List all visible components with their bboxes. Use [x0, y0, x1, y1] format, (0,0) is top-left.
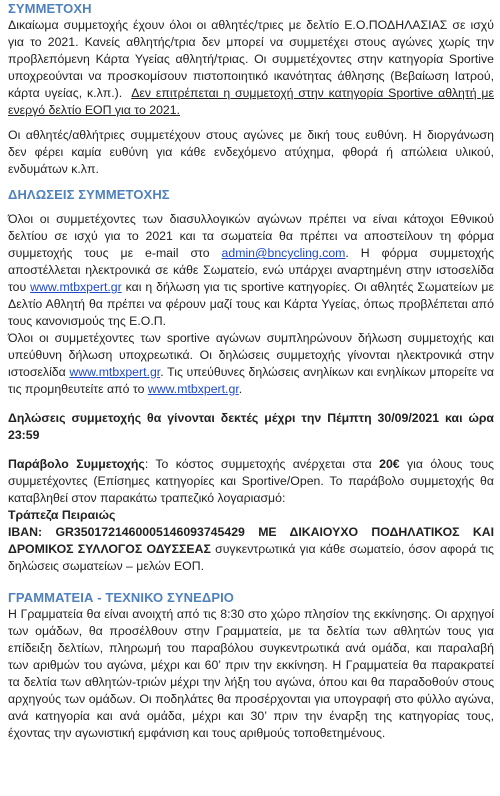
fee-text-b: για όλους τους συμμετέχοντες (Επίσημες κατηγορίες και Sportive/Open. Το παράβολο συμμετοχής θα καταβληθεί στον παρακάτω τραπεζικό λογαριασμό: [8, 457, 494, 505]
participation-paragraph-1 [8, 17, 494, 119]
declarations-paragraph-1 [8, 211, 494, 330]
secretariat-paragraph: Η Γραμματεία θα είναι ανοιχτή από τις 8:30 στο χώρο πλησίον της εκκίνησης. Οι αρχηγοί των ομάδων, θα προσέλθουν στην Γραμματεία, με τα δελτία των αθλητών τους για επίδειξη δελτίων, πληρωμή του παραβόλου συγκεντρωτικά ανά ομάδα, και παραλαβή των αριθμών του αγώνα, μέχρι και 60’ πριν την εκκίνηση. Η Γραμματεία θα παρακρατεί τα δελτία των αθλητών-τριών μέχρι την λήξη του αγώνα, όπου και θα παραδοθούν στους αρχηγούς των ομάδων. Οι ποδηλάτες θα προσέρχονται για υπογραφή στο φύλλο αγώνα, ανά κατηγορία και ανά ομάδα, μέχρι και 30’ πριν την έναρξη της κατηγορίας τους, έχοντας την αγωνιστική εμφάνιση και τους αριθμούς τοποθετημένους. [8, 607, 494, 740]
iban-value: IBAN: GR3501721460005146093745429 ΜΕ ΔΙΚΑΙΟΥΧΟ ΠΟΔΗΛΑΤΙΚΟΣ ΚΑΙ ΔΡΟΜΙΚΟΣ ΣΥΛΛΟΓΟΣ ΟΔΥΣΣΕΑΣ [8, 525, 494, 556]
fee-label: Παράβολο Συμμετοχής [8, 457, 145, 471]
participation-paragraph-2: Οι αθλητές/αθλήτριες συμμετέχουν στους αγώνες με δική τους ευθύνη. Η διοργάνωση δεν φέρει καμία ευθύνη για κάθε ενδεχόμενο ατύχημα, φθορά ή απώλεια υλικού, ενδυμάτων κ.λπ. [8, 128, 494, 176]
declarations-deadline: Δηλώσεις συμμετοχής θα γίνονται δεκτές μέχρι την Πέμπτη 30/09/2021 και ώρα 23:59 [8, 411, 494, 442]
declarations-text-e: . Τις υπεύθυνες δηλώσεις ανηλίκων και ενηλίκων μπορείτε να τις προμηθευτείτε από το [8, 365, 494, 396]
section-heading-declarations: ΔΗΛΩΣΕΙΣ ΣΥΜΜΕΤΟΧΗΣ [8, 187, 170, 202]
bank-name: Τράπεζα Πειραιώς [8, 508, 116, 522]
participation-sportive-restriction: Δεν επιτρέπεται η συμμετοχή στην κατηγορία Sportive αθλητή με ενεργό δελτίο ΕΟΠ για το 2021. [8, 86, 495, 117]
section-heading-secretariat: ΓΡΑΜΜΑΤΕΙΑ - ΤΕΧΝΙΚΟ ΣΥΝΕΔΡΙΟ [8, 590, 235, 605]
declarations-text-b: . Η φόρμα συμμετοχής αποστέλλεται ηλεκτρονικά σε κάθε Σωματείο, ενώ υπάρχει αναρτημένη στην ιστοσελίδα του [8, 246, 494, 294]
declarations-text-c: και η δήλωση για τις sportive κατηγορίες. Οι αθλητές Σωματείων με Δελτίο Αθλητή θα πρέπει να φέρουν μαζί τους και Κάρτα Υγείας, όπως προβλέπεται από τους κανονισμούς της Ε.Ο.Π. [8, 280, 494, 328]
email-link[interactable]: admin@bncycling.com [221, 246, 346, 260]
declarations-paragraph-2 [8, 330, 494, 398]
declarations-text-d: Όλοι οι συμμετέχοντες των sportive αγώνων συμπληρώνουν δήλωση συμμετοχής και υπεύθυνη δήλωση υποχρεωτικά. Οι δηλώσεις συμμετοχής γίνονται ηλεκτρονικά στην ιστοσελίδα [8, 331, 494, 379]
fee-amount: 20€ [379, 457, 400, 471]
iban-paragraph [8, 524, 494, 575]
declarations-text-a: Όλοι οι συμμετέχοντες των διασυλλογικών αγώνων πρέπει να είναι κάτοχοι Εθνικού δελτίου σε ισχύ για το 2021 και τα σωματεία θα πρέπει να αποστείλουν τη φόρμα συμμετοχής τους με e-mail στο [8, 212, 494, 260]
fee-paragraph [8, 456, 494, 507]
iban-tail: συγκεντρωτικά για κάθε σωματείο, όσον αφορά τις δηλώσεις σωματείων – μελών ΕΟΠ. [8, 542, 494, 573]
website-link[interactable]: www.mtbxpert.gr [30, 280, 122, 294]
website-link[interactable]: www.mtbxpert.gr [147, 382, 239, 396]
declarations-text-f: . [238, 382, 243, 396]
fee-text-a: : Το κόστος συμμετοχής ανέρχεται στα [144, 457, 380, 471]
participation-text: Δικαίωμα συμμετοχής έχουν όλοι οι αθλητές/τριες με δελτίο Ε.Ο.ΠΟΔΗΛΑΣΙΑΣ σε ισχύ για το 2021. Κανείς αθλητής/τρια δεν μπορεί να συμμετέχει στους αγώνες χωρίς την προβλεπόμενη Κάρτα Υγείας αθλητή/τριας. Οι συμμετέχοντες στην κατηγορία Sportive υποχρεούνται να προσκομίσουν πιστοποιητικό ικανότητας άθλησης (Βεβαίωση Ιατρού, κάρτα υγείας, κ.λπ.). [8, 18, 494, 100]
section-heading-participation: ΣΥΜΜΕΤΟΧΗ [8, 1, 92, 16]
website-link[interactable]: www.mtbxpert.gr [69, 365, 161, 379]
